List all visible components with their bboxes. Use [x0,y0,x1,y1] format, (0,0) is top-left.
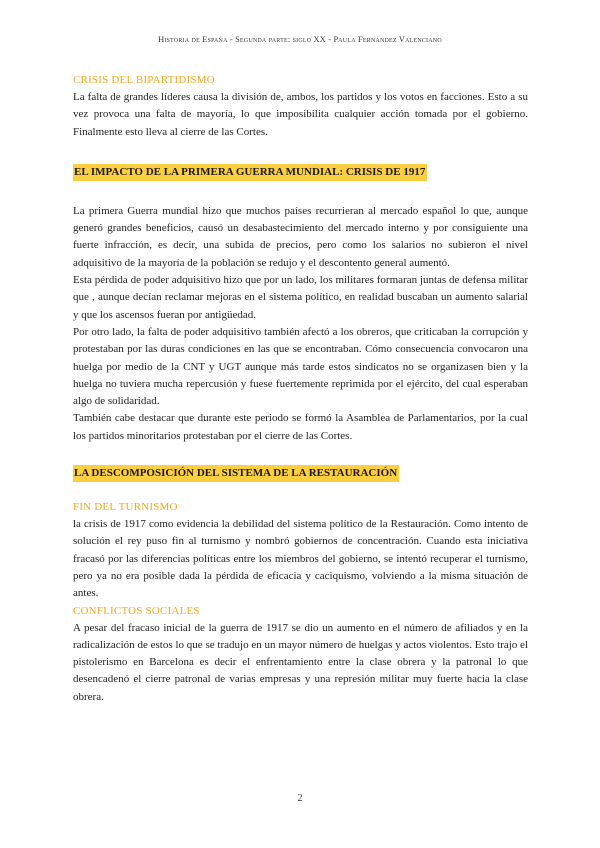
subsection-title-conflictos: CONFLICTOS SOCIALES [73,604,200,617]
paragraph-impacto-1: La primera Guerra mundial hizo que muchos países recurrieran al mercado español lo que, aunque generó grandes beneficios, causó un desabastecimiento del mercado interno y por consiguiente una fuerte infracción, es decir, una subida de precios, pero como los salarios no subieron el nivel adquisitivo de la mayoría de la población se redujo y el descontento general aumentó. [73,204,528,269]
page-content [73,72,528,706]
heading-impacto: EL IMPACTO DE LA PRIMERA GUERRA MUNDIAL: CRISIS DE 1917 [73,164,427,181]
page-header: Historia de España - Segunda parte: siglo XX - Paula Fernández Valenciano [158,35,442,44]
page-number: 2 [297,793,303,804]
paragraph-conflictos: A pesar del fracaso inicial de la guerra de 1917 se dio un aumento en el número de afiliados y en la radicalización de estos lo que se tradujo en un mayor número de huelgas y actos violentos. Esto trajo el pistolerismo en Barcelona es decir el enfrentamiento entre la clase obrera y la patronal lo que desencadenó el cierre patronal de varias empresas y una represión militar muy fuerte hacia la clase obrera. [73,621,528,703]
paragraph-impacto-4: También cabe destacar que durante este periodo se formó la Asamblea de Parlamentarios, por la cual los partidos minoritarios protestaban por el cierre de las Cortes. [73,412,528,442]
paragraph-impacto-2: Esta pérdida de poder adquisitivo hizo que por un lado, los militares formaran juntas de defensa militar que , aunque decían reclamar mejoras en el sistema político, en realidad buscaban un aumento salarial y que los ascensos fueran por antigüedad. [73,274,528,321]
heading-band-descomposicion [73,463,528,482]
heading-band-impacto [73,162,528,181]
heading-descomposicion: LA DESCOMPOSICIÓN DEL SISTEMA DE LA RESTAURACIÓN [73,465,399,482]
subsection-title-turnismo: FIN DEL TURNISMO [73,501,178,514]
section-title-bipartidismo: CRISIS DEL BIPARTIDISMO [73,74,215,86]
paragraph-bipartidismo: La falta de grandes líderes causa la división de, ambos, los partidos y los votos en facciones. Esto a su vez provoca una falta de mayoría, lo que imposibilita cualquier acción tomada por el gobierno. Finalmente esto lleva al cierre de las Cortes. [73,91,528,138]
paragraph-impacto-3: Por otro lado, la falta de poder adquisitivo también afectó a los obreros, que criticaban la corrupción y protestaban por las duras condiciones en las que se encontraban. Cómo consecuencia convocaron una huelga por medio de la CNT y UGT aunque más tarde estos sindicatos no se organizasen bien y la huelga no tuviera mucha repercusión y fuese fuertemente reprimida por el ejército, del cual esperaban algo de solidaridad. [73,325,528,408]
paragraph-turnismo: la crisis de 1917 como evidencia la debilidad del sistema político de la Restauración. Como intento de solución el rey puso fin al turnismo y nombró gobiernos de concentración. Cuando esta iniciativa fracasó por las diferencias políticas entre los miembros del gobierno, se intentó recuperar el turnismo, pero ya no era posible dada la pérdida de eficacia y caciquismo, volviendo a la misma situación de antes. [73,518,528,600]
